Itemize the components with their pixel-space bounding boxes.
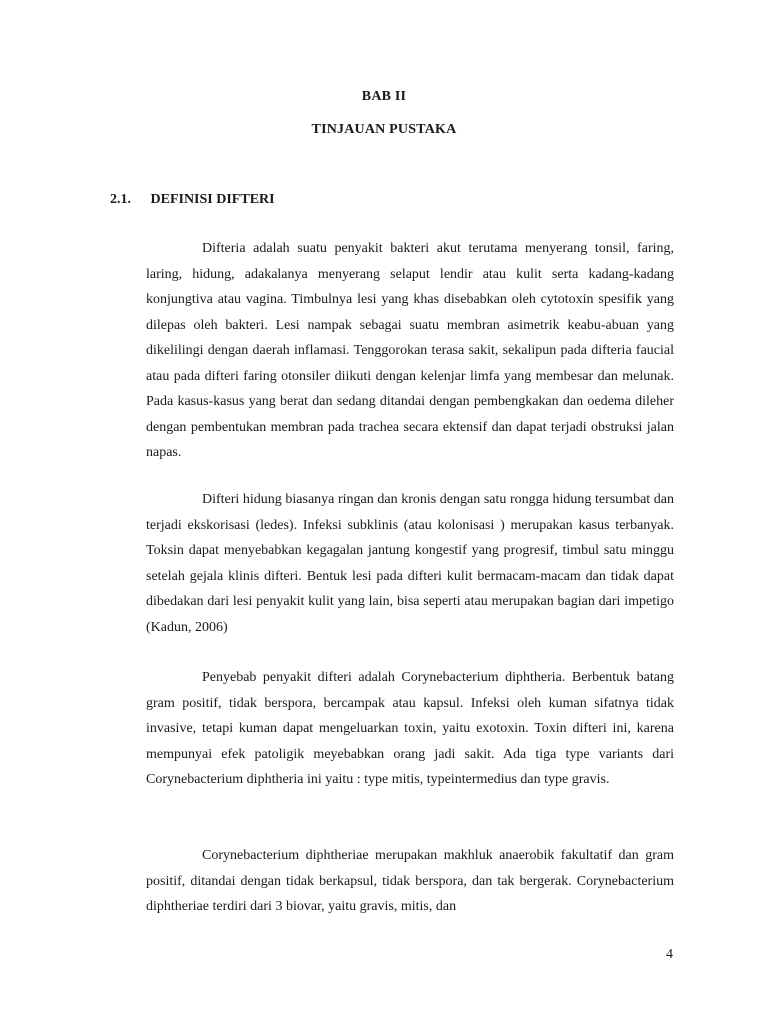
page-number: 4 xyxy=(666,947,673,962)
section-heading xyxy=(110,192,275,208)
section-number: 2.1. xyxy=(110,192,131,207)
section-title: DEFINISI DIFTERI xyxy=(150,192,275,207)
paragraph-definition: Difteria adalah suatu penyakit bakteri akut terutama menyerang tonsil, faring, laring, hidung, adakalanya menyerang selaput lendir atau kulit serta kadang-kadang konjungtiva atau vagina. Timbulnya lesi yang khas disebabkan oleh cytotoxin spesifik yang dilepas oleh bakteri. Lesi nampak sebagai suatu membran asimetrik keabu-abuan yang dikelilingi dengan daerah inflamasi. Tenggorokan terasa sakit, sekalipun pada difteria faucial atau pada difteri faring otonsiler diikuti dengan kelenjar limfa yang membesar dan melunak. Pada kasus-kasus yang berat dan sedang ditandai dengan pembengkakan dan oedema dileher dengan pembentukan membran pada trachea secara ektensif dan dapat terjadi obstruksi jalan napas. xyxy=(146,241,674,460)
chapter-title: TINJAUAN PUSTAKA xyxy=(311,122,457,137)
paragraph-corynebacterium: Corynebacterium diphtheriae merupakan makhluk anaerobik fakultatif dan gram positif, ditandai dengan tidak berkapsul, tidak berspora, dan tak bergerak. Corynebacterium diphtheriae terdiri dari 3 biovar, yaitu gravis, mitis, dan xyxy=(146,848,674,914)
paragraph-cause: Penyebab penyakit difteri adalah Corynebacterium diphtheria. Berbentuk batang gram positif, tidak berspora, bercampak atau kapsul. Infeksi oleh kuman sifatnya tidak invasive, tetapi kuman dapat mengeluarkan toxin, yaitu exotoxin. Toxin difteri ini, karena mempunyai efek patoligik meyebabkan orang jadi sakit. Ada tiga type variants dari Corynebacterium diphtheria ini yaitu : type mitis, typeintermedius dan type gravis. xyxy=(146,670,674,787)
paragraph-nasal-diphtheria: Difteri hidung biasanya ringan dan kronis dengan satu rongga hidung tersumbat dan terjadi ekskorisasi (ledes). Infeksi subklinis (atau kolonisasi ) merupakan kasus terbanyak. Toksin dapat menyebabkan kegagalan jantung kongestif yang progresif, timbul satu minggu setelah gejala klinis difteri. Bentuk lesi pada difteri kulit bermacam-macam dan tidak dapat dibedakan dari lesi penyakit kulit yang lain, bisa seperti atau merupakan bagian dari impetigo (Kadun, 2006) xyxy=(146,492,674,635)
chapter-heading: BAB II xyxy=(361,89,407,104)
